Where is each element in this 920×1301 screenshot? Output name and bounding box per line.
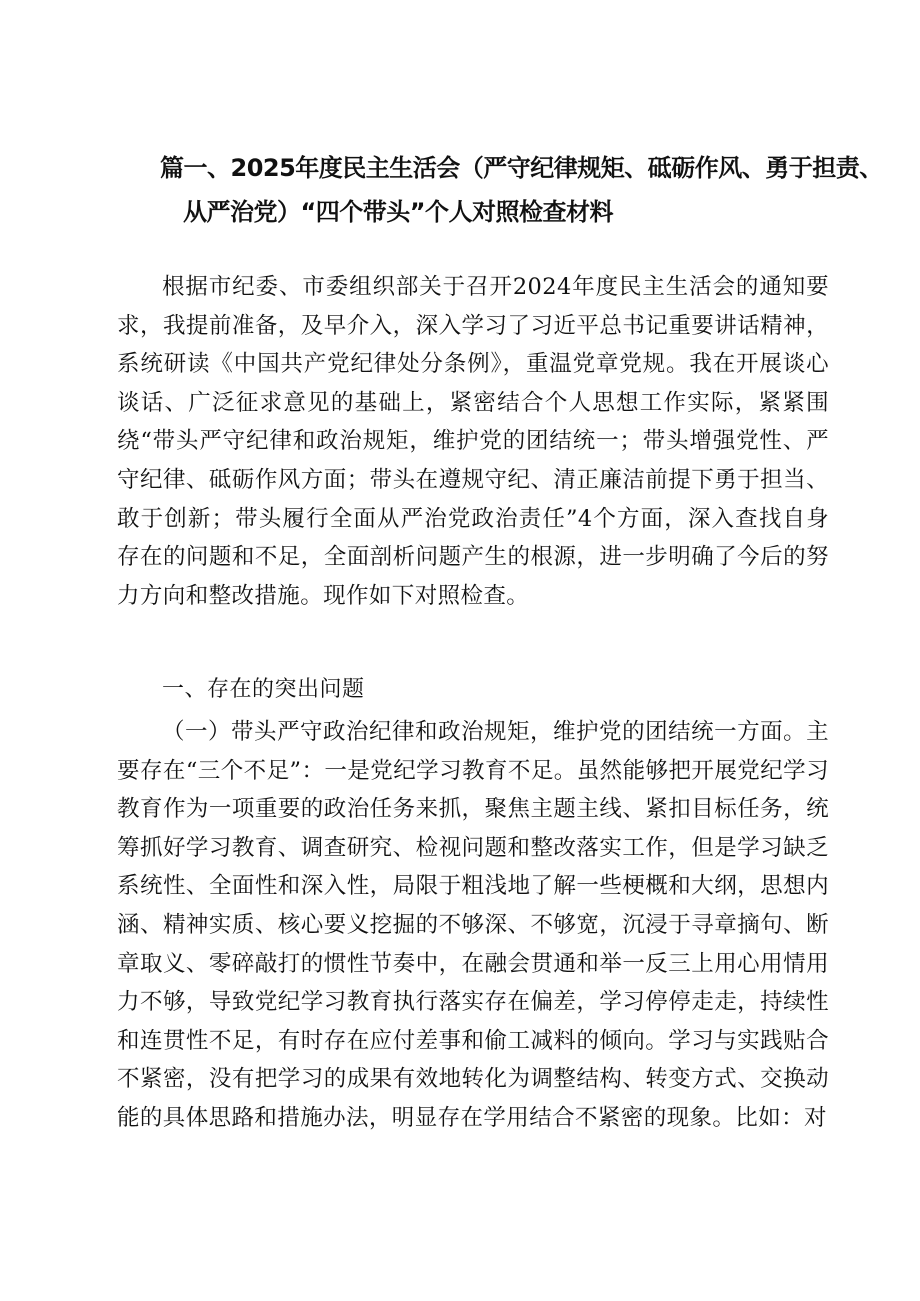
document-title-line-1: 篇一、2025年度民主生活会（严守纪律规矩、砥砺作风、勇于担责、 — [160, 154, 883, 182]
document-title-line-2: 从严治党）“四个带头”个人对照检查材料 — [183, 198, 614, 226]
section-paragraph: （一）带头严守政治纪律和政治规矩，维护党的团结统一方面。主要存在“三个不足”：一是党纪学习教育不足。虽然能够把开展党纪学习教育作为一项重要的政治任务来抓，聚焦主题主线、紧扣目标任务，统筹抓好学习教育、调查研究、检视问题和整改落实工作，但是学习缺乏系统性、全面性和深入性，局限于粗浅地了解一些梗概和大纲，思想内涵、精神实质、核心要义挖掘的不够深、不够宽，沉浸于寻章摘句、断章取义、零碎敲打的惯性节奏中，在融会贯通和举一反三上用心用情用力不够，导致党纪学习教育执行落实存在偏差，学习停停走走，持续性和连贯性不足，有时存在应付差事和偷工减料的倾向。学习与实践贴合不紧密，没有把学习的成果有效地转化为调整结构、转变方式、交换动能的具体思路和措施办法，明显存在学用结合不紧密的现象。比如：对 — [117, 719, 829, 1131]
intro-paragraph: 根据市纪委、市委组织部关于召开2024年度民主生活会的通知要求，我提前准备，及早介入，深入学习了习近平总书记重要讲话精神，系统研读《中国共产党纪律处分条例》，重温党章党规。我在开展谈心谈话、广泛征求意见的基础上，紧密结合个人思想工作实际，紧紧围绕“带头严守纪律和政治规矩，维护党的团结统一；带头增强党性、严守纪律、砥砺作风方面；带头在遵规守纪、清正廉洁前提下勇于担当、敢于创新；带头履行全面从严治党政治责任”4个方面，深入查找自身存在的问题和不足，全面剖析问题产生的根源，进一步明确了今后的努力方向和整改措施。现作如下对照检查。 — [117, 274, 829, 609]
section-heading: 一、存在的突出问题 — [162, 677, 365, 702]
